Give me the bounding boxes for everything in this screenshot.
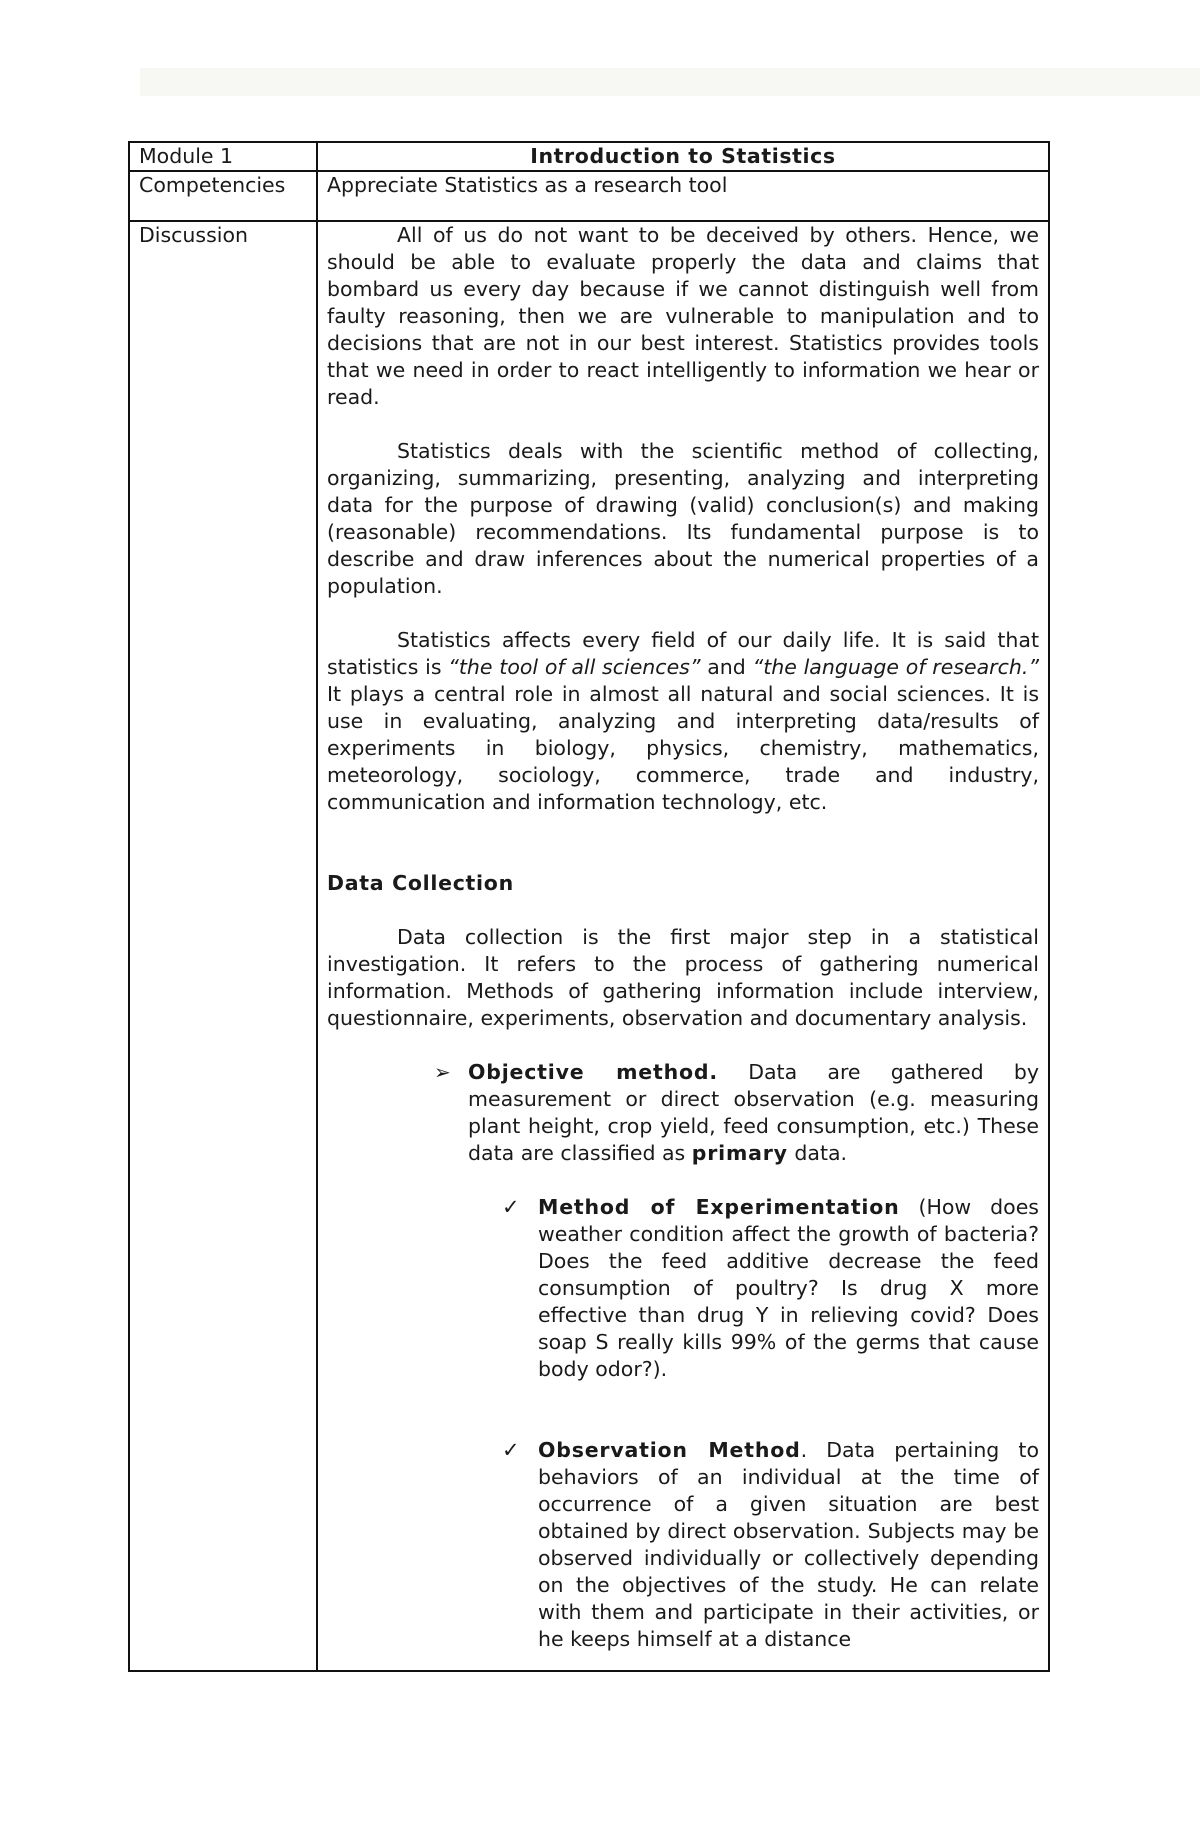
- experimentation-item: [502, 1194, 1039, 1383]
- p3-text-c: It plays a central role in almost all natural and social sciences. It is use in evaluating, analyzing and interpreting data/results of experiments in biology, physics, chemistry, mathematics, meteorology, sociology, commerce, trade and industry, communication and information technology, etc.: [327, 682, 1039, 814]
- observation-term: Observation Method: [538, 1438, 801, 1462]
- objective-method-text-b: data.: [787, 1141, 848, 1165]
- p3-text-b: and: [700, 655, 753, 679]
- discussion-row: [129, 221, 1049, 1671]
- competencies-label: Competencies: [129, 171, 317, 221]
- paragraph-deception: All of us do not want to be deceived by others. Hence, we should be able to evaluate properly the data and claims that bombard us every day because if we cannot distinguish well from faulty reasoning, then we are vulnerable to manipulation and to decisions that are not in our best interest. Statistics provides tools that we need in order to react intelligently to information we hear or read.: [327, 223, 1039, 409]
- discussion-content: [317, 221, 1049, 1671]
- competencies-row: [129, 171, 1049, 221]
- observation-item: [502, 1437, 1040, 1653]
- module-title: Introduction to Statistics: [317, 142, 1049, 171]
- quote-language-of-research: “the language of research.”: [752, 655, 1040, 679]
- primary-term: primary: [691, 1141, 788, 1165]
- objective-method-text-a: Data are gathered by measurement or direct observation (e.g. measuring plant height, crop yield, feed consumption, etc.) These data are classified as: [468, 1060, 1039, 1165]
- experimentation-text: (How does weather condition affect the growth of bacteria? Does the feed additive decrease the feed consumption of poultry? Is drug X more effective than drug Y in relieving covid? Does soap S really kills 99% of the germs that cause body odor?).: [538, 1195, 1039, 1381]
- observation-text: . Data pertaining to behaviors of an individual at the time of occurrence of a given situation are best obtained by direct observation. Subjects may be observed individually or collectively depending on the objectives of the study. He can relate with them and participate in their activities, or he keeps himself at a distance: [538, 1438, 1040, 1651]
- discussion-label: Discussion: [129, 221, 317, 1671]
- page-top-strip: [140, 68, 1200, 96]
- module-table: [128, 141, 1050, 1672]
- quote-tool-of-sciences: “the tool of all sciences”: [448, 655, 701, 679]
- checkmark-bullet-icon: ✓: [502, 1195, 520, 1219]
- data-collection-intro: Data collection is the first major step in a statistical investigation. It refers to the process of gathering numerical information. Methods of gathering information include interview, questionnaire, experiments, observation and documentary analysis.: [327, 925, 1039, 1030]
- module-row: [129, 142, 1049, 171]
- data-collection-heading: Data Collection: [327, 871, 514, 895]
- experimentation-term: Method of Experimentation: [538, 1195, 900, 1219]
- module-label: Module 1: [129, 142, 317, 171]
- paragraph-definition: Statistics deals with the scientific method of collecting, organizing, summarizing, presenting, analyzing and interpreting data for the purpose of drawing (valid) conclusion(s) and making (reasonable) recommendations. Its fundamental purpose is to describe and draw inferences about the numerical properties of a population.: [327, 439, 1039, 598]
- paragraph-field-of-life: [327, 627, 1039, 816]
- arrow-bullet-icon: ➢: [434, 1060, 451, 1084]
- p3-text-a: Statistics affects every field of our daily life. It is said that statistics is: [327, 628, 1039, 679]
- checkmark-bullet-icon: ✓: [502, 1438, 520, 1462]
- objective-method-term: Objective method.: [468, 1060, 718, 1084]
- competencies-text: Appreciate Statistics as a research tool: [317, 171, 1049, 221]
- objective-method-item: [434, 1059, 1039, 1167]
